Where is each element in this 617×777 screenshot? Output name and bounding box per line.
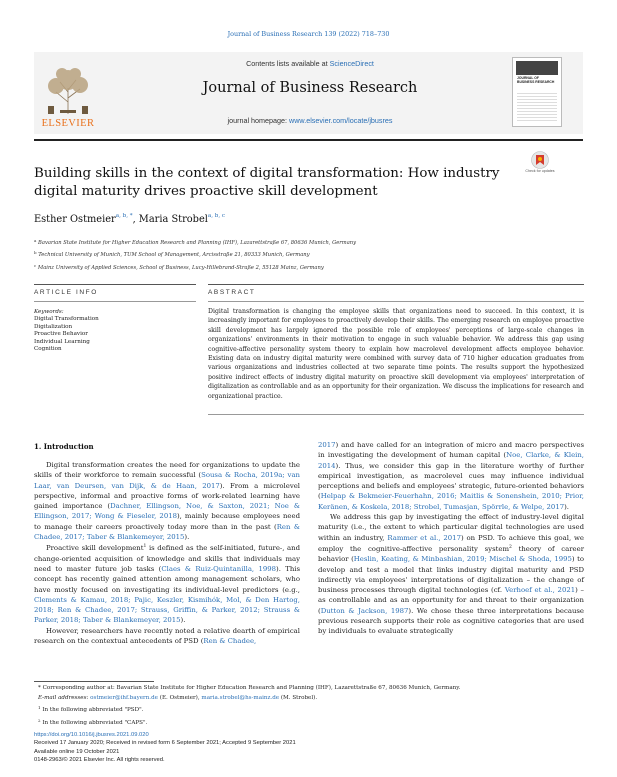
citation-link[interactable]: 2017 xyxy=(318,441,336,449)
paragraph: However, researchers have recently noted a relative dearth of empirical research on the contextual antecedents of PSD (Ren & Chadee, xyxy=(34,626,300,646)
citation-link[interactable]: Clements & Kamau, 2018; Pajic, Keszler, Kismihók, Mol, & Den Hartog, 2018; Ren & Chadee, 2017; Strauss, Griffin, & Parker, 2012; Strauss & Parker, 2018; Taber & Blankemeyer, 2015 xyxy=(34,595,300,625)
citation-link[interactable]: Sousa & Rocha, 2019a; van Laar, van Deursen, van Dijk, & de Haan, 2017 xyxy=(34,471,300,490)
keywords-label: Keywords: xyxy=(34,309,64,315)
check-for-updates-label: Check for updates xyxy=(525,169,555,173)
copyright: 0148-2963/© 2021 Elsevier Inc. All rights reserved. xyxy=(34,756,165,763)
article-info-bottom-rule xyxy=(34,301,196,302)
affiliations xyxy=(34,236,574,273)
citation-link[interactable]: Dachner, Ellingson, Noe, & Saxton, 2021; Noe & Ellingson, 2017; Wong & Fieseler, 2018 xyxy=(34,502,300,521)
abstract-end-rule xyxy=(208,414,584,415)
paragraph: We address this gap by investigating the effect of industry-level digital maturity (i.e., the extent to which particular digital technologies are used within an industry, Rammer et al., 2017) on PSD. To achieve this goal, we employ the cognitive-affective personality system$^2$ theory of career behavior (Heslin, Keating, & Minbashian, 2019; Mischel & Shoda, 1995) to develop and test a model that links industry digital maturity and PSD indirectly via employees' interpretations of digitalization – the change of business processes through digital technologies (cf. Verhoef et al., 2021) – as controllable and as an opportunity for and threat to their organization (Dutton & Jackson, 1987). We chose these three interpretations because previous research supports their role as cognitive categories that are used by individuals to evaluate strategically xyxy=(318,513,585,636)
citation-link[interactable]: Dutton & Jackson, 1987 xyxy=(320,606,409,615)
corresponding-author-note: * Corresponding author at: Bavarian State Institute for Higher Education Research and Planning (IHF), Lazarettstraße 67, 80636 Munich, Germany. xyxy=(38,685,461,691)
email-link[interactable]: ostmeier@ihf.bayern.de xyxy=(90,694,158,701)
email-owner: (M. Strobel). xyxy=(279,694,318,701)
article-info-heading: ARTICLE INFO xyxy=(34,289,98,296)
affiliation: $^a$ Bavarian State Institute for Higher Education Research and Planning (IHF), Lazarettstraße 67, 80636 Munich, Germany xyxy=(34,238,357,246)
keyword: Individual Learning xyxy=(34,338,90,345)
sciencedirect-link[interactable]: ScienceDirect xyxy=(329,59,374,68)
journal-homepage-link[interactable]: www.elsevier.com/locate/jbusres xyxy=(289,116,393,125)
cover-text-lines xyxy=(517,91,557,122)
email-label: E-mail addresses: xyxy=(38,694,91,701)
section-heading: 1. Introduction xyxy=(34,442,94,451)
citation-link[interactable]: Noe, Clarke, & Klein, 2014 xyxy=(318,451,584,470)
contents-prefix: Contents lists available at xyxy=(246,59,330,68)
keyword: Proactive Behavior xyxy=(34,331,88,338)
body-column-left xyxy=(34,460,300,646)
footnotes xyxy=(34,684,584,728)
citation-link[interactable]: Ren & Chadee, 2017; Taber & Blankemeyer, 2015 xyxy=(34,522,300,542)
doi-link[interactable]: https://doi.org/10.1016/j.jbusres.2021.09.020 xyxy=(34,732,149,738)
journal-title: Journal of Business Research xyxy=(202,80,418,96)
citation-link[interactable]: Claes & Ruiz-Quintanilla, 1998 xyxy=(161,564,276,573)
keyword: Digital Transformation xyxy=(34,316,99,323)
abstract-heading: ABSTRACT xyxy=(208,289,256,296)
affiliation: $^c$ Mainz University of Applied Sciences, School of Business, Lucy-Hillebrand-Straße 2, 55128 Mainz, Germany xyxy=(34,262,324,271)
author-list xyxy=(34,213,225,225)
citation-link[interactable]: Helpap & Bekmeier-Feuerhahn, 2016; Maitlis & Sonenshein, 2010; Prior, Keränen, & Koskela, 2018; Strobel, Tumasjan, Spörrle, & Welpe, 2017 xyxy=(318,492,584,511)
footnote-marker[interactable]: 2 xyxy=(509,544,512,550)
email-addresses xyxy=(34,694,584,704)
author-name[interactable]: Esther Ostmeier xyxy=(34,214,116,225)
citation-link[interactable]: Verhoef et al., 2021 xyxy=(504,586,576,595)
footnote: $^1$ In the following abbreviated "PSD". xyxy=(38,705,144,714)
citation-link[interactable]: Heslin, Keating, & Minbashian, 2019; Mischel & Shoda, 1995 xyxy=(353,555,572,564)
author-name[interactable]: Maria Strobel xyxy=(138,214,208,225)
cover-title: JOURNAL OF BUSINESS RESEARCH xyxy=(517,76,555,84)
keyword: Cognition xyxy=(34,346,62,353)
abstract-top-rule xyxy=(208,284,584,285)
body-column-right xyxy=(318,440,584,637)
available-online: Available online 19 October 2021 xyxy=(34,748,120,755)
cover-band xyxy=(516,61,558,75)
author-affiliation-marks[interactable]: a, b, * xyxy=(115,213,133,219)
paragraph: Proactive skill development$^1$ is defined as the self-initiated, future-, and change-oriented acquisition of knowledge and skills that individuals may need to master future job tasks (Claes & Ruiz-Quintanilla, 1998). This concept has recently gained attention among management scholars, who have mostly focused on investigating its individual-level predictors (e.g., Clements & Kamau, 2018; Pajic, Keszler, Kismihók, Mol, & Den Hartog, 2018; Ren & Chadee, 2017; Strauss, Griffin, & Parker, 2012; Strauss & Parker, 2018; Taber & Blankemeyer, 2015). xyxy=(34,544,300,625)
publication-info xyxy=(34,731,584,764)
footnote: $^2$ In the following abbreviated "CAPS". xyxy=(38,717,148,726)
check-for-updates-icon xyxy=(524,150,556,170)
received-dates: Received 17 January 2020; Received in revised form 6 September 2021; Accepted 9 September 2021 xyxy=(34,740,296,747)
journal-reference[interactable]: Journal of Business Research 139 (2022) 718–730 xyxy=(227,30,390,38)
homepage-prefix: journal homepage: xyxy=(227,116,290,125)
footnote-marker[interactable]: 1 xyxy=(143,544,147,550)
affiliation: $^b$ Technical University of Munich, TUM School of Management, Arcisstraße 21, 80333 Munich, Germany xyxy=(34,250,310,259)
check-for-updates-button[interactable] xyxy=(524,150,556,182)
paragraph: Digital transformation creates the need for organizations to update the skills of their workforce to remain successful (Sousa & Rocha, 2019a; van Laar, van Deursen, van Dijk, & de Haan, 2017). From a microlevel perspective, informal and proactive forms of work-related learning have gained importance (Dachner, Ellingson, Noe, & Saxton, 2021; Noe & Ellingson, 2017; Wong & Fieseler, 2018), mainly because employees need to manage their careers proactively today more than in the past (Ren & Chadee, 2017; Taber & Blankemeyer, 2015). xyxy=(34,461,300,542)
email-owner: (E. Ostmeier), xyxy=(157,694,202,701)
abstract-bottom-rule xyxy=(208,301,584,302)
citation-link[interactable]: Ren & Chadee, xyxy=(203,637,257,646)
footnote-divider xyxy=(34,681,154,682)
paragraph: 2017) and have called for an integration of micro and macro perspectives in investigating the development of human capital (Noe, Clarke, & Klein, 2014). Thus, we consider this gap in the literature worthy of further empirical investigation, as macrolevel cues may influence individual perceptions and beliefs and employees' strategic, future-oriented behaviors (Helpap & Bekmeier-Feuerhahn, 2016; Maitlis & Sonenshein, 2010; Prior, Keränen, & Koskela, 2018; Strobel, Tumasjan, Spörrle, & Welpe, 2017). xyxy=(318,441,584,511)
abstract-text: Digital transformation is changing the employee skills that organizations need to succeed. In this context, it is increasingly important for employees to proactively develop their skills. The emerging research on employee proactive skill development has largely ignored the possible role of employees' perceptions of large-scale changes in organizations' environments in their motivation to engage in such valuable behavior. We address this gap using cognitive-affective personality system theory to explain how macrolevel development affects employee behavior. Existing data on industry digital maturity were combined with survey data of 710 higher education graduates from various organizations and industries collected at two separate time points. The results support the hypothesized positive indirect effects of industry digital maturity on proactive skill development via employees' interpretation of digitalization as controllable and as an opportunity for their organization. We discuss the implications for research and organizational practice. xyxy=(208,308,584,400)
article-info-top-rule xyxy=(34,284,196,285)
citation-link[interactable]: Rammer et al., 2017 xyxy=(387,533,461,542)
author-separator: , xyxy=(132,214,139,225)
journal-cover-thumbnail-icon[interactable] xyxy=(512,57,562,127)
keyword: Digitalization xyxy=(34,323,73,330)
publisher-name: ELSEVIER xyxy=(41,118,95,129)
contents-line xyxy=(110,59,510,68)
keywords xyxy=(34,309,194,353)
author-affiliation-marks[interactable]: a, b, c xyxy=(207,213,226,219)
article-title: Building skills in the context of digital transformation: How industry digital maturity drives proactive skill development xyxy=(34,166,500,199)
email-link[interactable]: maria.strobel@hs-mainz.de xyxy=(201,694,280,701)
journal-homepage-line xyxy=(110,116,510,125)
header-divider xyxy=(34,139,583,141)
